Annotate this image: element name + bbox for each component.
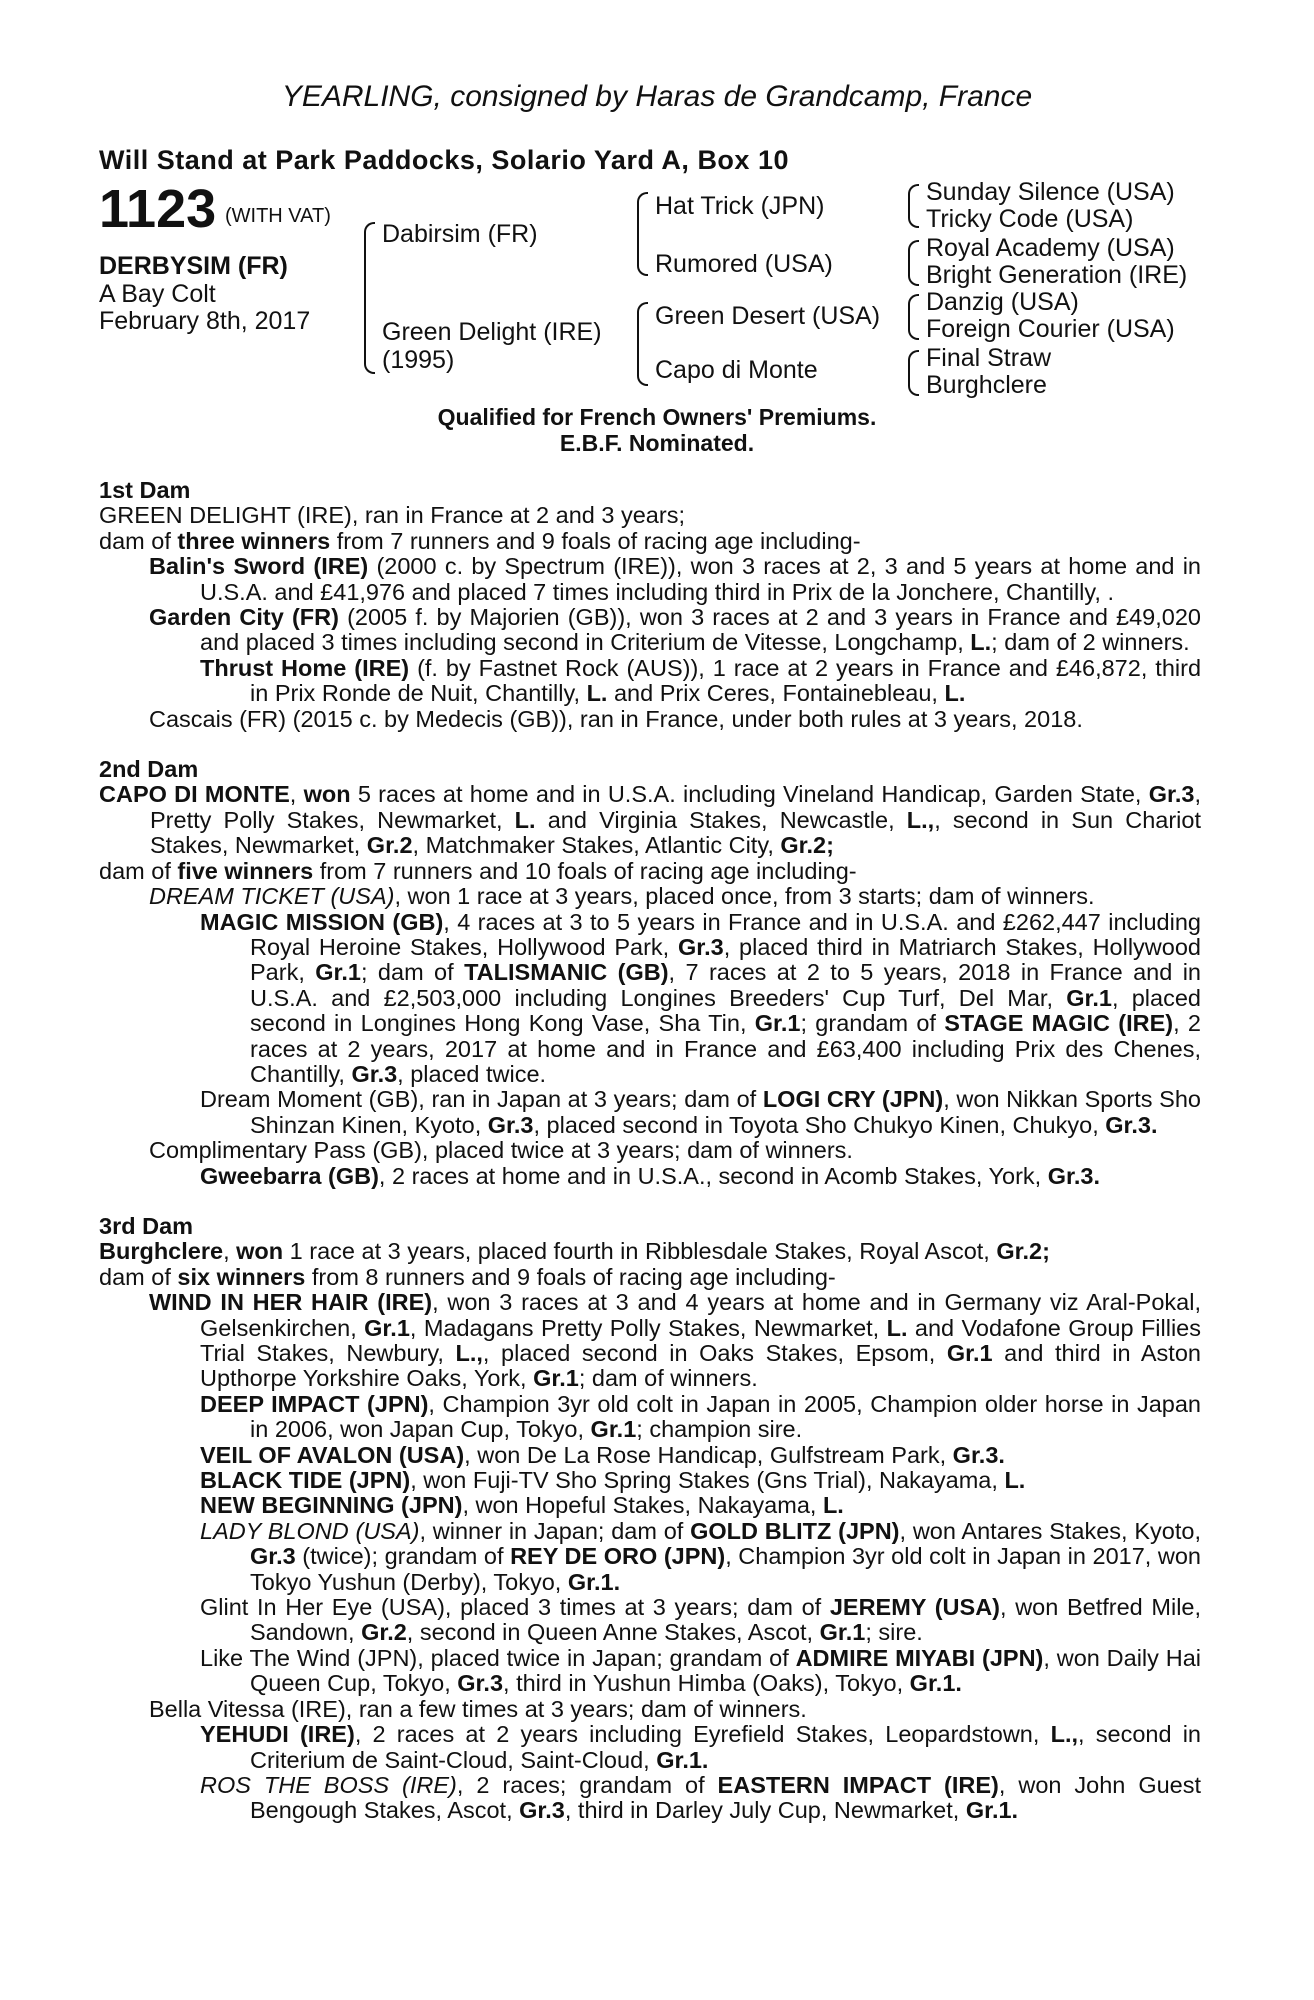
pedigree-brace xyxy=(908,294,919,340)
produce-entry: DREAM TICKET (USA), won 1 race at 3 years, placed once, from 3 starts; dam of winners. xyxy=(149,883,1095,910)
consignment-line: YEARLING, consigned by Haras de Grandcamp, France xyxy=(281,80,1033,113)
pedigree-brace xyxy=(637,302,648,386)
pedigree-gen3: Sunday Silence (USA) xyxy=(926,178,1175,206)
pedigree-brace xyxy=(908,240,919,286)
produce-entry: DEEP IMPACT (JPN), Champion 3yr old colt in Japan in 2005, Champion older horse in Japan in 2006, won Japan Cup, Tokyo, Gr.1; champion sire. xyxy=(200,1390,1201,1443)
produce-entry: BLACK TIDE (JPN), won Fuji-TV Sho Spring Stakes (Gns Trial), Nakayama, L. xyxy=(200,1467,1026,1494)
produce-entry: ROS THE BOSS (IRE), 2 races; grandam of EASTERN IMPACT (IRE), won John Guest Bengough Stakes, Ascot, Gr.3, third in Darley July Cup, Newmarket, Gr.1. xyxy=(200,1771,1202,1824)
produce-entry: MAGIC MISSION (GB), 4 races at 3 to 5 years in France and in U.S.A. and £262,447 including Royal Heroine Stakes, Hollywood Park, Gr.3, placed third in Matriarch Stakes, Hollywood Park, Gr.1; dam of TALISMANIC (GB), 7 races at 2 to 5 years, 2018 in France and in U.S.A. and £2,503,000 including Longines Breeders' Cup Turf, Del Mar, Gr.1, placed second in Longines Hong Kong Vase, Sha Tin, Gr.1; grandam of STAGE MAGIC (IRE), 2 races at 2 years, 2017 at home and in France and £63,400 including Prix des Chenes, Chantilly, Gr.3, placed twice. xyxy=(200,908,1201,1087)
third-dam-heading: 3rd Dam xyxy=(99,1212,194,1239)
second-dam-produce-summary: dam of five winners from 7 runners and 10 foals of racing age including- xyxy=(99,857,857,884)
lot-number: 1123 xyxy=(99,179,217,239)
pedigree-dam-sire: Green Desert (USA) xyxy=(655,302,881,330)
produce-entry: WIND IN HER HAIR (IRE), won 3 races at 3 and 4 years at home and in Germany viz Aral-Pokal, Gelsenkirchen, Gr.1, Madagans Pretty Polly Stakes, Newmarket, L. and Vodafone Group Fillies Trial Stakes, Newbury, L.,, placed second in Oaks Stakes, Epsom, Gr.1 and third in Aston Upthorpe Yorkshire Oaks, York, Gr.1; dam of winners. xyxy=(149,1289,1201,1392)
premiums-note: Qualified for French Owners' Premiums. xyxy=(437,404,877,430)
first-dam-produce-summary: dam of three winners from 7 runners and 9 foals of racing age including- xyxy=(99,527,861,554)
produce-entry: LADY BLOND (USA), winner in Japan; dam of GOLD BLITZ (JPN), won Antares Stakes, Kyoto, Gr.3 (twice); grandam of REY DE ORO (JPN), Champion 3yr old colt in Japan in 2017, won Tokyo Yushun (Derby), Tokyo, Gr.1. xyxy=(200,1517,1201,1595)
pedigree-brace xyxy=(637,192,648,276)
ebf-note: E.B.F. Nominated. xyxy=(559,430,755,456)
produce-entry: Cascais (FR) (2015 c. by Medecis (GB)), ran in France, under both rules at 3 years, 2018. xyxy=(149,705,1083,732)
produce-record xyxy=(99,478,1201,1824)
second-dam-record: CAPO DI MONTE, won 5 races at home and in U.S.A. including Vineland Handicap, Garden State, Gr.3, Pretty Polly Stakes, Newmarket, L. and Virginia Stakes, Newcastle, L.,, second in Sun Chariot Stakes, Newmarket, Gr.2, Matchmaker Stakes, Atlantic City, Gr.2; xyxy=(99,781,1201,859)
produce-entry: NEW BEGINNING (JPN), won Hopeful Stakes, Nakayama, L. xyxy=(200,1492,844,1519)
pedigree-dam-year: (1995) xyxy=(382,346,455,374)
produce-entry: Thrust Home (IRE) (f. by Fastnet Rock (AUS)), 1 race at 2 years in France and £46,872, third in Prix Ronde de Nuit, Chantilly, L. and Prix Ceres, Fontainebleau, L. xyxy=(200,654,1202,707)
pedigree-gen3: Burghclere xyxy=(926,371,1047,399)
second-dam-heading: 2nd Dam xyxy=(99,756,199,783)
horse-name: DERBYSIM (FR) xyxy=(99,252,288,280)
pedigree-brace xyxy=(908,184,919,228)
pedigree-gen3: Foreign Courier (USA) xyxy=(926,315,1175,343)
stand-location: Will Stand at Park Paddocks, Solario Yard A, Box 10 xyxy=(99,145,789,175)
produce-entry: YEHUDI (IRE), 2 races at 2 years including Eyrefield Stakes, Leopardstown, L.,, second in Criterium de Saint-Cloud, Saint-Cloud, Gr.1. xyxy=(200,1721,1202,1773)
produce-entry: Complimentary Pass (GB), placed twice at 3 years; dam of winners. xyxy=(149,1137,853,1164)
produce-entry: VEIL OF AVALON (USA), won De La Rose Handicap, Gulfstream Park, Gr.3. xyxy=(200,1441,1005,1468)
produce-entry: Bella Vitessa (IRE), ran a few times at 3 years; dam of winners. xyxy=(149,1695,807,1722)
pedigree-gen3: Final Straw xyxy=(926,344,1052,372)
pedigree-sire-sire: Hat Trick (JPN) xyxy=(655,192,825,220)
first-dam-line: GREEN DELIGHT (IRE), ran in France at 2 and 3 years; xyxy=(99,502,685,529)
horse-description: A Bay Colt xyxy=(99,280,216,308)
pedigree-gen3: Royal Academy (USA) xyxy=(926,234,1175,262)
pedigree-sire-dam: Rumored (USA) xyxy=(655,250,833,278)
produce-entry: Dream Moment (GB), ran in Japan at 3 years; dam of LOGI CRY (JPN), won Nikkan Sports Sho Shinzan Kinen, Kyoto, Gr.3, placed second in Toyota Sho Chukyo Kinen, Chukyo, Gr.3. xyxy=(200,1086,1201,1138)
first-dam-heading: 1st Dam xyxy=(99,477,191,503)
pedigree-brace xyxy=(364,222,375,374)
pedigree-sire: Dabirsim (FR) xyxy=(382,220,538,248)
produce-entry: Garden City (FR) (2005 f. by Majorien (GB)), won 3 races at 2 and 3 years in France and £49,020 and placed 3 times including second in Criterium de Vitesse, Longchamp, L.; dam of 2 winners. xyxy=(149,604,1201,656)
foaling-date: February 8th, 2017 xyxy=(99,307,311,335)
vat-note: (WITH VAT) xyxy=(225,205,331,227)
pedigree-gen3: Danzig (USA) xyxy=(926,288,1079,316)
produce-entry: Balin's Sword (IRE) (2000 c. by Spectrum (IRE)), won 3 races at 2, 3 and 5 years at home and in U.S.A. and £41,976 and placed 7 times including third in Prix de la Jonchere, Chantilly, . xyxy=(149,553,1201,605)
produce-entry: Gweebarra (GB), 2 races at home and in U.S.A., second in Acomb Stakes, York, Gr.3. xyxy=(200,1162,1100,1189)
produce-entry: Glint In Her Eye (USA), placed 3 times at 3 years; dam of JEREMY (USA), won Betfred Mile, Sandown, Gr.2, second in Queen Anne Stakes, Ascot, Gr.1; sire. xyxy=(200,1594,1202,1646)
third-dam-record: Burghclere, won 1 race at 3 years, placed fourth in Ribblesdale Stakes, Royal Ascot, Gr.2; xyxy=(99,1238,1050,1265)
third-dam-produce-summary: dam of six winners from 8 runners and 9 foals of racing age including- xyxy=(99,1263,836,1290)
pedigree-gen3: Bright Generation (IRE) xyxy=(926,261,1188,289)
pedigree-brace xyxy=(908,350,919,396)
pedigree-gen3: Tricky Code (USA) xyxy=(926,205,1134,233)
pedigree-dam-dam: Capo di Monte xyxy=(655,356,818,384)
produce-entry: Like The Wind (JPN), placed twice in Japan; grandam of ADMIRE MIYABI (JPN), won Daily Hai Queen Cup, Tokyo, Gr.3, third in Yushun Himba (Oaks), Tokyo, Gr.1. xyxy=(200,1644,1201,1697)
pedigree-dam: Green Delight (IRE) xyxy=(382,318,602,346)
